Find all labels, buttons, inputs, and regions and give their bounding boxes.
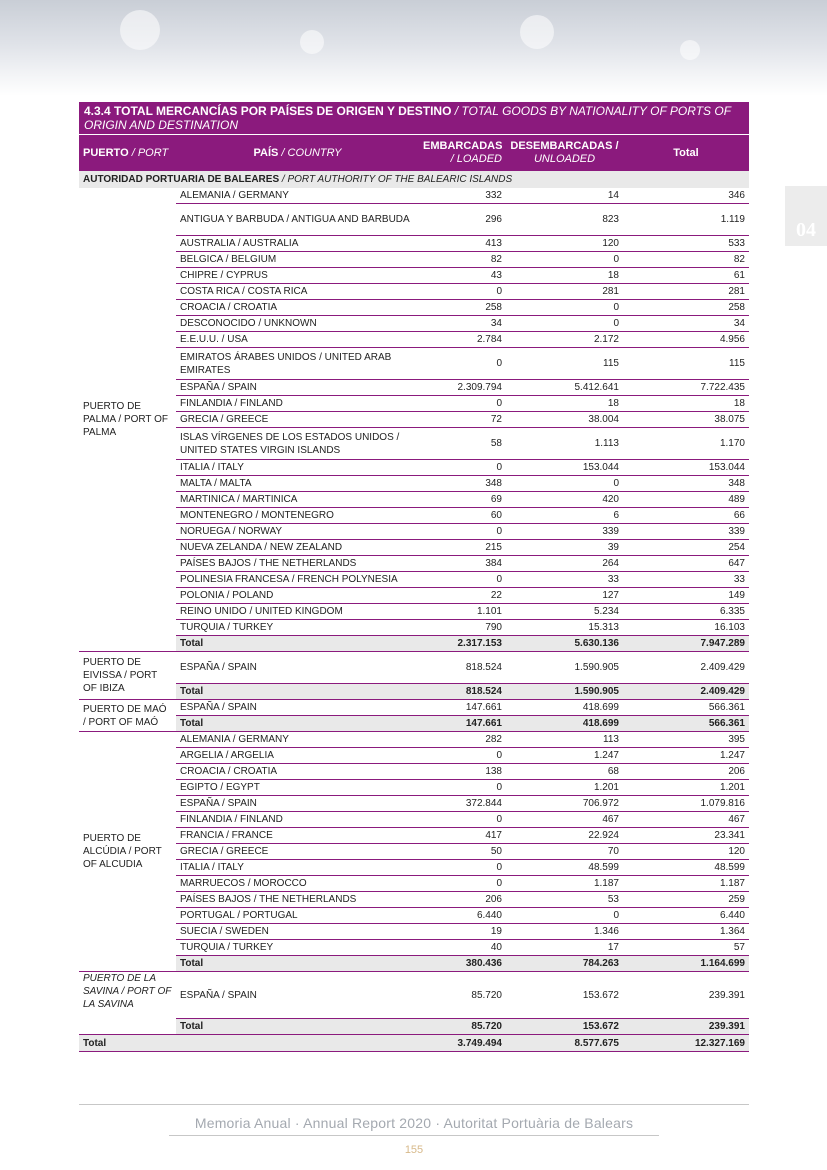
subtotal-label: Total bbox=[176, 956, 419, 972]
unloaded-cell: 53 bbox=[506, 892, 623, 908]
loaded-cell: 2.784 bbox=[419, 332, 506, 348]
col-header-unloaded: DESEMBARCADAS / UNLOADED bbox=[506, 135, 623, 171]
unloaded-cell: 339 bbox=[506, 524, 623, 540]
total-cell: 1.187 bbox=[623, 876, 749, 892]
subtotal-label: Total bbox=[176, 636, 419, 652]
unloaded-cell: 33 bbox=[506, 572, 623, 588]
decorative-bubble bbox=[120, 10, 160, 50]
total-cell: 149 bbox=[623, 588, 749, 604]
loaded-cell: 60 bbox=[419, 508, 506, 524]
col-header-total: Total bbox=[623, 135, 749, 171]
table-row bbox=[79, 604, 749, 620]
total-cell: 82 bbox=[623, 252, 749, 268]
loaded-cell: 82 bbox=[419, 252, 506, 268]
table-row bbox=[79, 588, 749, 604]
total-cell: 33 bbox=[623, 572, 749, 588]
total-cell: 254 bbox=[623, 540, 749, 556]
total-cell: 18 bbox=[623, 396, 749, 412]
table-row bbox=[79, 732, 749, 748]
subtotal-label: Total bbox=[176, 1019, 419, 1035]
table-row bbox=[79, 252, 749, 268]
total-cell: 346 bbox=[623, 188, 749, 204]
total-cell: 23.341 bbox=[623, 828, 749, 844]
table-row bbox=[79, 828, 749, 844]
subtotal-row bbox=[79, 956, 749, 972]
unloaded-cell: 1.113 bbox=[506, 428, 623, 460]
total-cell: 239.391 bbox=[623, 972, 749, 1019]
authority-name: AUTORIDAD PORTUARIA DE BALEARES bbox=[83, 174, 280, 185]
loaded-cell: 2.309.794 bbox=[419, 380, 506, 396]
country-cell: ESPAÑA / SPAIN bbox=[176, 796, 419, 812]
total-cell: 38.075 bbox=[623, 412, 749, 428]
unloaded-cell: 22.924 bbox=[506, 828, 623, 844]
country-cell: FINLANDIA / FINLAND bbox=[176, 812, 419, 828]
country-cell: ALEMANIA / GERMANY bbox=[176, 188, 419, 204]
subtotal-label: Total bbox=[176, 716, 419, 732]
loaded-cell: 384 bbox=[419, 556, 506, 572]
section-tab: 04 bbox=[785, 186, 827, 246]
subtotal-unloaded: 1.590.905 bbox=[506, 684, 623, 700]
unloaded-cell: 1.187 bbox=[506, 876, 623, 892]
unloaded-cell: 281 bbox=[506, 284, 623, 300]
country-cell: REINO UNIDO / UNITED KINGDOM bbox=[176, 604, 419, 620]
unloaded-cell: 120 bbox=[506, 236, 623, 252]
total-cell: 566.361 bbox=[623, 700, 749, 716]
table-row bbox=[79, 924, 749, 940]
loaded-cell: 0 bbox=[419, 812, 506, 828]
loaded-cell: 206 bbox=[419, 892, 506, 908]
page-footer bbox=[79, 1104, 749, 1156]
loaded-cell: 85.720 bbox=[419, 972, 506, 1019]
unloaded-cell: 153.044 bbox=[506, 460, 623, 476]
title-main: 4.3.4 TOTAL MERCANCÍAS POR PAÍSES DE ORIGEN Y DESTINO bbox=[84, 104, 452, 118]
unloaded-cell: 115 bbox=[506, 348, 623, 380]
table-row bbox=[79, 764, 749, 780]
unloaded-cell: 127 bbox=[506, 588, 623, 604]
country-cell: ALEMANIA / GERMANY bbox=[176, 732, 419, 748]
col-header-port: PUERTO / PORT bbox=[79, 135, 176, 171]
total-cell: 1.170 bbox=[623, 428, 749, 460]
loaded-cell: 69 bbox=[419, 492, 506, 508]
unloaded-cell: 1.201 bbox=[506, 780, 623, 796]
loaded-cell: 34 bbox=[419, 316, 506, 332]
loaded-cell: 0 bbox=[419, 572, 506, 588]
loaded-cell: 0 bbox=[419, 860, 506, 876]
table-row bbox=[79, 860, 749, 876]
total-cell: 647 bbox=[623, 556, 749, 572]
table-row bbox=[79, 652, 749, 684]
loaded-cell: 0 bbox=[419, 396, 506, 412]
table-row bbox=[79, 428, 749, 460]
unloaded-cell: 38.004 bbox=[506, 412, 623, 428]
country-cell: MONTENEGRO / MONTENEGRO bbox=[176, 508, 419, 524]
country-cell: BELGICA / BELGIUM bbox=[176, 252, 419, 268]
table-row bbox=[79, 572, 749, 588]
table-row bbox=[79, 844, 749, 860]
unloaded-cell: 15.313 bbox=[506, 620, 623, 636]
table-row bbox=[79, 556, 749, 572]
subtotal-loaded: 2.317.153 bbox=[419, 636, 506, 652]
loaded-cell: 19 bbox=[419, 924, 506, 940]
subtotal-total: 7.947.289 bbox=[623, 636, 749, 652]
total-cell: 120 bbox=[623, 844, 749, 860]
unloaded-cell: 153.672 bbox=[506, 972, 623, 1019]
grand-total-loaded: 3.749.494 bbox=[419, 1035, 506, 1052]
loaded-cell: 6.440 bbox=[419, 908, 506, 924]
country-cell: ESPAÑA / SPAIN bbox=[176, 652, 419, 684]
unloaded-cell: 14 bbox=[506, 188, 623, 204]
table-row bbox=[79, 188, 749, 204]
total-cell: 16.103 bbox=[623, 620, 749, 636]
loaded-cell: 72 bbox=[419, 412, 506, 428]
port-name: PUERTO DE EIVISSA / PORT OF IBIZA bbox=[79, 652, 176, 700]
unloaded-cell: 264 bbox=[506, 556, 623, 572]
unloaded-cell: 823 bbox=[506, 204, 623, 236]
table-row bbox=[79, 236, 749, 252]
table-title bbox=[79, 102, 749, 134]
loaded-cell: 790 bbox=[419, 620, 506, 636]
country-cell: ITALIA / ITALY bbox=[176, 860, 419, 876]
subtotal-row bbox=[79, 636, 749, 652]
unloaded-cell: 1.590.905 bbox=[506, 652, 623, 684]
unloaded-cell: 0 bbox=[506, 476, 623, 492]
goods-table bbox=[79, 135, 749, 1052]
loaded-cell: 282 bbox=[419, 732, 506, 748]
footer-text: Memoria Anual · Annual Report 2020 · Autoritat Portuària de Balears bbox=[194, 1115, 634, 1131]
country-cell: TURQUIA / TURKEY bbox=[176, 620, 419, 636]
total-cell: 1.364 bbox=[623, 924, 749, 940]
table-row bbox=[79, 524, 749, 540]
total-cell: 48.599 bbox=[623, 860, 749, 876]
total-cell: 1.247 bbox=[623, 748, 749, 764]
authority-name-en: / PORT AUTHORITY OF THE BALEARIC ISLANDS bbox=[281, 174, 513, 185]
unloaded-cell: 418.699 bbox=[506, 700, 623, 716]
total-cell: 115 bbox=[623, 348, 749, 380]
total-cell: 6.440 bbox=[623, 908, 749, 924]
subtotal-row bbox=[79, 684, 749, 700]
unloaded-cell: 18 bbox=[506, 396, 623, 412]
loaded-cell: 50 bbox=[419, 844, 506, 860]
total-cell: 259 bbox=[623, 892, 749, 908]
loaded-cell: 22 bbox=[419, 588, 506, 604]
unloaded-cell: 467 bbox=[506, 812, 623, 828]
country-cell: GRECIA / GREECE bbox=[176, 844, 419, 860]
loaded-cell: 0 bbox=[419, 284, 506, 300]
table-row bbox=[79, 492, 749, 508]
loaded-cell: 0 bbox=[419, 348, 506, 380]
country-cell: CROACIA / CROATIA bbox=[176, 300, 419, 316]
unloaded-cell: 2.172 bbox=[506, 332, 623, 348]
subtotal-loaded: 818.524 bbox=[419, 684, 506, 700]
table-row bbox=[79, 748, 749, 764]
country-cell: EMIRATOS ÁRABES UNIDOS / UNITED ARAB EMIRATES bbox=[176, 348, 419, 380]
total-cell: 467 bbox=[623, 812, 749, 828]
country-cell: PORTUGAL / PORTUGAL bbox=[176, 908, 419, 924]
loaded-cell: 0 bbox=[419, 460, 506, 476]
unloaded-cell: 1.346 bbox=[506, 924, 623, 940]
country-cell: ESPAÑA / SPAIN bbox=[176, 700, 419, 716]
col-header-country: PAÍS / COUNTRY bbox=[176, 135, 419, 171]
table-row bbox=[79, 780, 749, 796]
total-cell: 1.119 bbox=[623, 204, 749, 236]
table-row bbox=[79, 268, 749, 284]
country-cell: POLINESIA FRANCESA / FRENCH POLYNESIA bbox=[176, 572, 419, 588]
table-row bbox=[79, 332, 749, 348]
subtotal-row bbox=[79, 716, 749, 732]
total-cell: 348 bbox=[623, 476, 749, 492]
table-row bbox=[79, 460, 749, 476]
unloaded-cell: 420 bbox=[506, 492, 623, 508]
subtotal-unloaded: 5.630.136 bbox=[506, 636, 623, 652]
country-cell: GRECIA / GREECE bbox=[176, 412, 419, 428]
total-cell: 395 bbox=[623, 732, 749, 748]
loaded-cell: 0 bbox=[419, 876, 506, 892]
country-cell: MARRUECOS / MOROCCO bbox=[176, 876, 419, 892]
table-row bbox=[79, 812, 749, 828]
country-cell: CHIPRE / CYPRUS bbox=[176, 268, 419, 284]
unloaded-cell: 0 bbox=[506, 300, 623, 316]
loaded-cell: 147.661 bbox=[419, 700, 506, 716]
country-cell: NORUEGA / NORWAY bbox=[176, 524, 419, 540]
subtotal-loaded: 147.661 bbox=[419, 716, 506, 732]
loaded-cell: 372.844 bbox=[419, 796, 506, 812]
table-row bbox=[79, 380, 749, 396]
port-name: PUERTO DE PALMA / PORT OF PALMA bbox=[83, 401, 169, 438]
total-cell: 2.409.429 bbox=[623, 652, 749, 684]
country-cell: EGIPTO / EGYPT bbox=[176, 780, 419, 796]
table-row bbox=[79, 204, 749, 236]
country-cell: DESCONOCIDO / UNKNOWN bbox=[176, 316, 419, 332]
total-cell: 258 bbox=[623, 300, 749, 316]
header-row bbox=[79, 135, 749, 171]
total-cell: 533 bbox=[623, 236, 749, 252]
authority-row bbox=[79, 171, 749, 188]
table-row bbox=[79, 540, 749, 556]
table-row bbox=[79, 700, 749, 716]
footer-divider bbox=[169, 1135, 659, 1136]
subtotal-loaded: 380.436 bbox=[419, 956, 506, 972]
loaded-cell: 258 bbox=[419, 300, 506, 316]
port-name: PUERTO DE ALCÚDIA / PORT OF ALCUDIA bbox=[79, 732, 176, 972]
country-cell: AUSTRALIA / AUSTRALIA bbox=[176, 236, 419, 252]
total-cell: 1.079.816 bbox=[623, 796, 749, 812]
table-row bbox=[79, 300, 749, 316]
country-cell: ESPAÑA / SPAIN bbox=[176, 380, 419, 396]
loaded-cell: 43 bbox=[419, 268, 506, 284]
total-cell: 7.722.435 bbox=[623, 380, 749, 396]
subtotal-total: 566.361 bbox=[623, 716, 749, 732]
subtotal-label: Total bbox=[176, 684, 419, 700]
table-row bbox=[79, 796, 749, 812]
col-header-loaded: EMBARCADAS / LOADED bbox=[419, 135, 506, 171]
table-row bbox=[79, 396, 749, 412]
country-cell: MARTINICA / MARTINICA bbox=[176, 492, 419, 508]
total-cell: 1.201 bbox=[623, 780, 749, 796]
title-english: / TOTAL GOODS BY NATIONALITY OF PORTS OF ORIGIN AND DESTINATION bbox=[84, 104, 731, 132]
table-row bbox=[79, 508, 749, 524]
country-cell: E.E.U.U. / USA bbox=[176, 332, 419, 348]
country-cell: ANTIGUA Y BARBUDA / ANTIGUA AND BARBUDA bbox=[176, 204, 419, 236]
unloaded-cell: 6 bbox=[506, 508, 623, 524]
unloaded-cell: 0 bbox=[506, 252, 623, 268]
loaded-cell: 1.101 bbox=[419, 604, 506, 620]
table-row bbox=[79, 972, 749, 1019]
unloaded-cell: 70 bbox=[506, 844, 623, 860]
loaded-cell: 413 bbox=[419, 236, 506, 252]
page-number: 155 bbox=[404, 1144, 424, 1156]
loaded-cell: 296 bbox=[419, 204, 506, 236]
country-cell: SUECIA / SWEDEN bbox=[176, 924, 419, 940]
loaded-cell: 417 bbox=[419, 828, 506, 844]
country-cell: NUEVA ZELANDA / NEW ZEALAND bbox=[176, 540, 419, 556]
decorative-bubble bbox=[300, 30, 324, 54]
total-cell: 153.044 bbox=[623, 460, 749, 476]
unloaded-cell: 18 bbox=[506, 268, 623, 284]
table-row bbox=[79, 908, 749, 924]
total-cell: 281 bbox=[623, 284, 749, 300]
total-cell: 61 bbox=[623, 268, 749, 284]
country-cell: CROACIA / CROATIA bbox=[176, 764, 419, 780]
subtotal-unloaded: 418.699 bbox=[506, 716, 623, 732]
decorative-bubble bbox=[680, 40, 700, 60]
subtotal-total: 1.164.699 bbox=[623, 956, 749, 972]
subtotal-total: 239.391 bbox=[623, 1019, 749, 1035]
country-cell: ESPAÑA / SPAIN bbox=[176, 972, 419, 1019]
unloaded-cell: 0 bbox=[506, 316, 623, 332]
table-row bbox=[79, 316, 749, 332]
loaded-cell: 348 bbox=[419, 476, 506, 492]
loaded-cell: 0 bbox=[419, 780, 506, 796]
decorative-bubble bbox=[520, 15, 554, 49]
total-cell: 57 bbox=[623, 940, 749, 956]
total-cell: 4.956 bbox=[623, 332, 749, 348]
table-row bbox=[79, 476, 749, 492]
port-name: PUERTO DE MAÓ / PORT OF MAÓ bbox=[79, 700, 176, 732]
table-row bbox=[79, 284, 749, 300]
total-cell: 489 bbox=[623, 492, 749, 508]
subtotal-unloaded: 153.672 bbox=[506, 1019, 623, 1035]
table-row bbox=[79, 940, 749, 956]
unloaded-cell: 68 bbox=[506, 764, 623, 780]
header-banner bbox=[0, 0, 827, 96]
country-cell: FRANCIA / FRANCE bbox=[176, 828, 419, 844]
subtotal-unloaded: 784.263 bbox=[506, 956, 623, 972]
unloaded-cell: 706.972 bbox=[506, 796, 623, 812]
loaded-cell: 215 bbox=[419, 540, 506, 556]
grand-total-row bbox=[79, 1035, 749, 1052]
total-cell: 206 bbox=[623, 764, 749, 780]
loaded-cell: 0 bbox=[419, 524, 506, 540]
total-cell: 34 bbox=[623, 316, 749, 332]
unloaded-cell: 39 bbox=[506, 540, 623, 556]
subtotal-loaded: 85.720 bbox=[419, 1019, 506, 1035]
loaded-cell: 818.524 bbox=[419, 652, 506, 684]
subtotal-row bbox=[79, 1019, 749, 1035]
total-cell: 66 bbox=[623, 508, 749, 524]
unloaded-cell: 1.247 bbox=[506, 748, 623, 764]
unloaded-cell: 48.599 bbox=[506, 860, 623, 876]
unloaded-cell: 5.412.641 bbox=[506, 380, 623, 396]
unloaded-cell: 113 bbox=[506, 732, 623, 748]
country-cell: COSTA RICA / COSTA RICA bbox=[176, 284, 419, 300]
unloaded-cell: 17 bbox=[506, 940, 623, 956]
loaded-cell: 58 bbox=[419, 428, 506, 460]
table-row bbox=[79, 892, 749, 908]
port-name: PUERTO DE LA SAVINA / PORT OF LA SAVINA bbox=[79, 972, 176, 1035]
country-cell: ARGELIA / ARGELIA bbox=[176, 748, 419, 764]
country-cell: PAÍSES BAJOS / THE NETHERLANDS bbox=[176, 892, 419, 908]
country-cell: POLONIA / POLAND bbox=[176, 588, 419, 604]
country-cell: MALTA / MALTA bbox=[176, 476, 419, 492]
total-cell: 6.335 bbox=[623, 604, 749, 620]
unloaded-cell: 0 bbox=[506, 908, 623, 924]
table-row bbox=[79, 412, 749, 428]
loaded-cell: 332 bbox=[419, 188, 506, 204]
loaded-cell: 0 bbox=[419, 748, 506, 764]
country-cell: ITALIA / ITALY bbox=[176, 460, 419, 476]
table-row bbox=[79, 620, 749, 636]
unloaded-cell: 5.234 bbox=[506, 604, 623, 620]
grand-total-unloaded: 8.577.675 bbox=[506, 1035, 623, 1052]
loaded-cell: 138 bbox=[419, 764, 506, 780]
country-cell: FINLANDIA / FINLAND bbox=[176, 396, 419, 412]
table-row bbox=[79, 876, 749, 892]
country-cell: PAÍSES BAJOS / THE NETHERLANDS bbox=[176, 556, 419, 572]
loaded-cell: 40 bbox=[419, 940, 506, 956]
country-cell: TURQUIA / TURKEY bbox=[176, 940, 419, 956]
country-cell: ISLAS VÍRGENES DE LOS ESTADOS UNIDOS / UNITED STATES VIRGIN ISLANDS bbox=[176, 428, 419, 460]
total-cell: 339 bbox=[623, 524, 749, 540]
subtotal-total: 2.409.429 bbox=[623, 684, 749, 700]
table-row bbox=[79, 348, 749, 380]
grand-total-label: Total bbox=[79, 1035, 419, 1052]
grand-total-total: 12.327.169 bbox=[623, 1035, 749, 1052]
